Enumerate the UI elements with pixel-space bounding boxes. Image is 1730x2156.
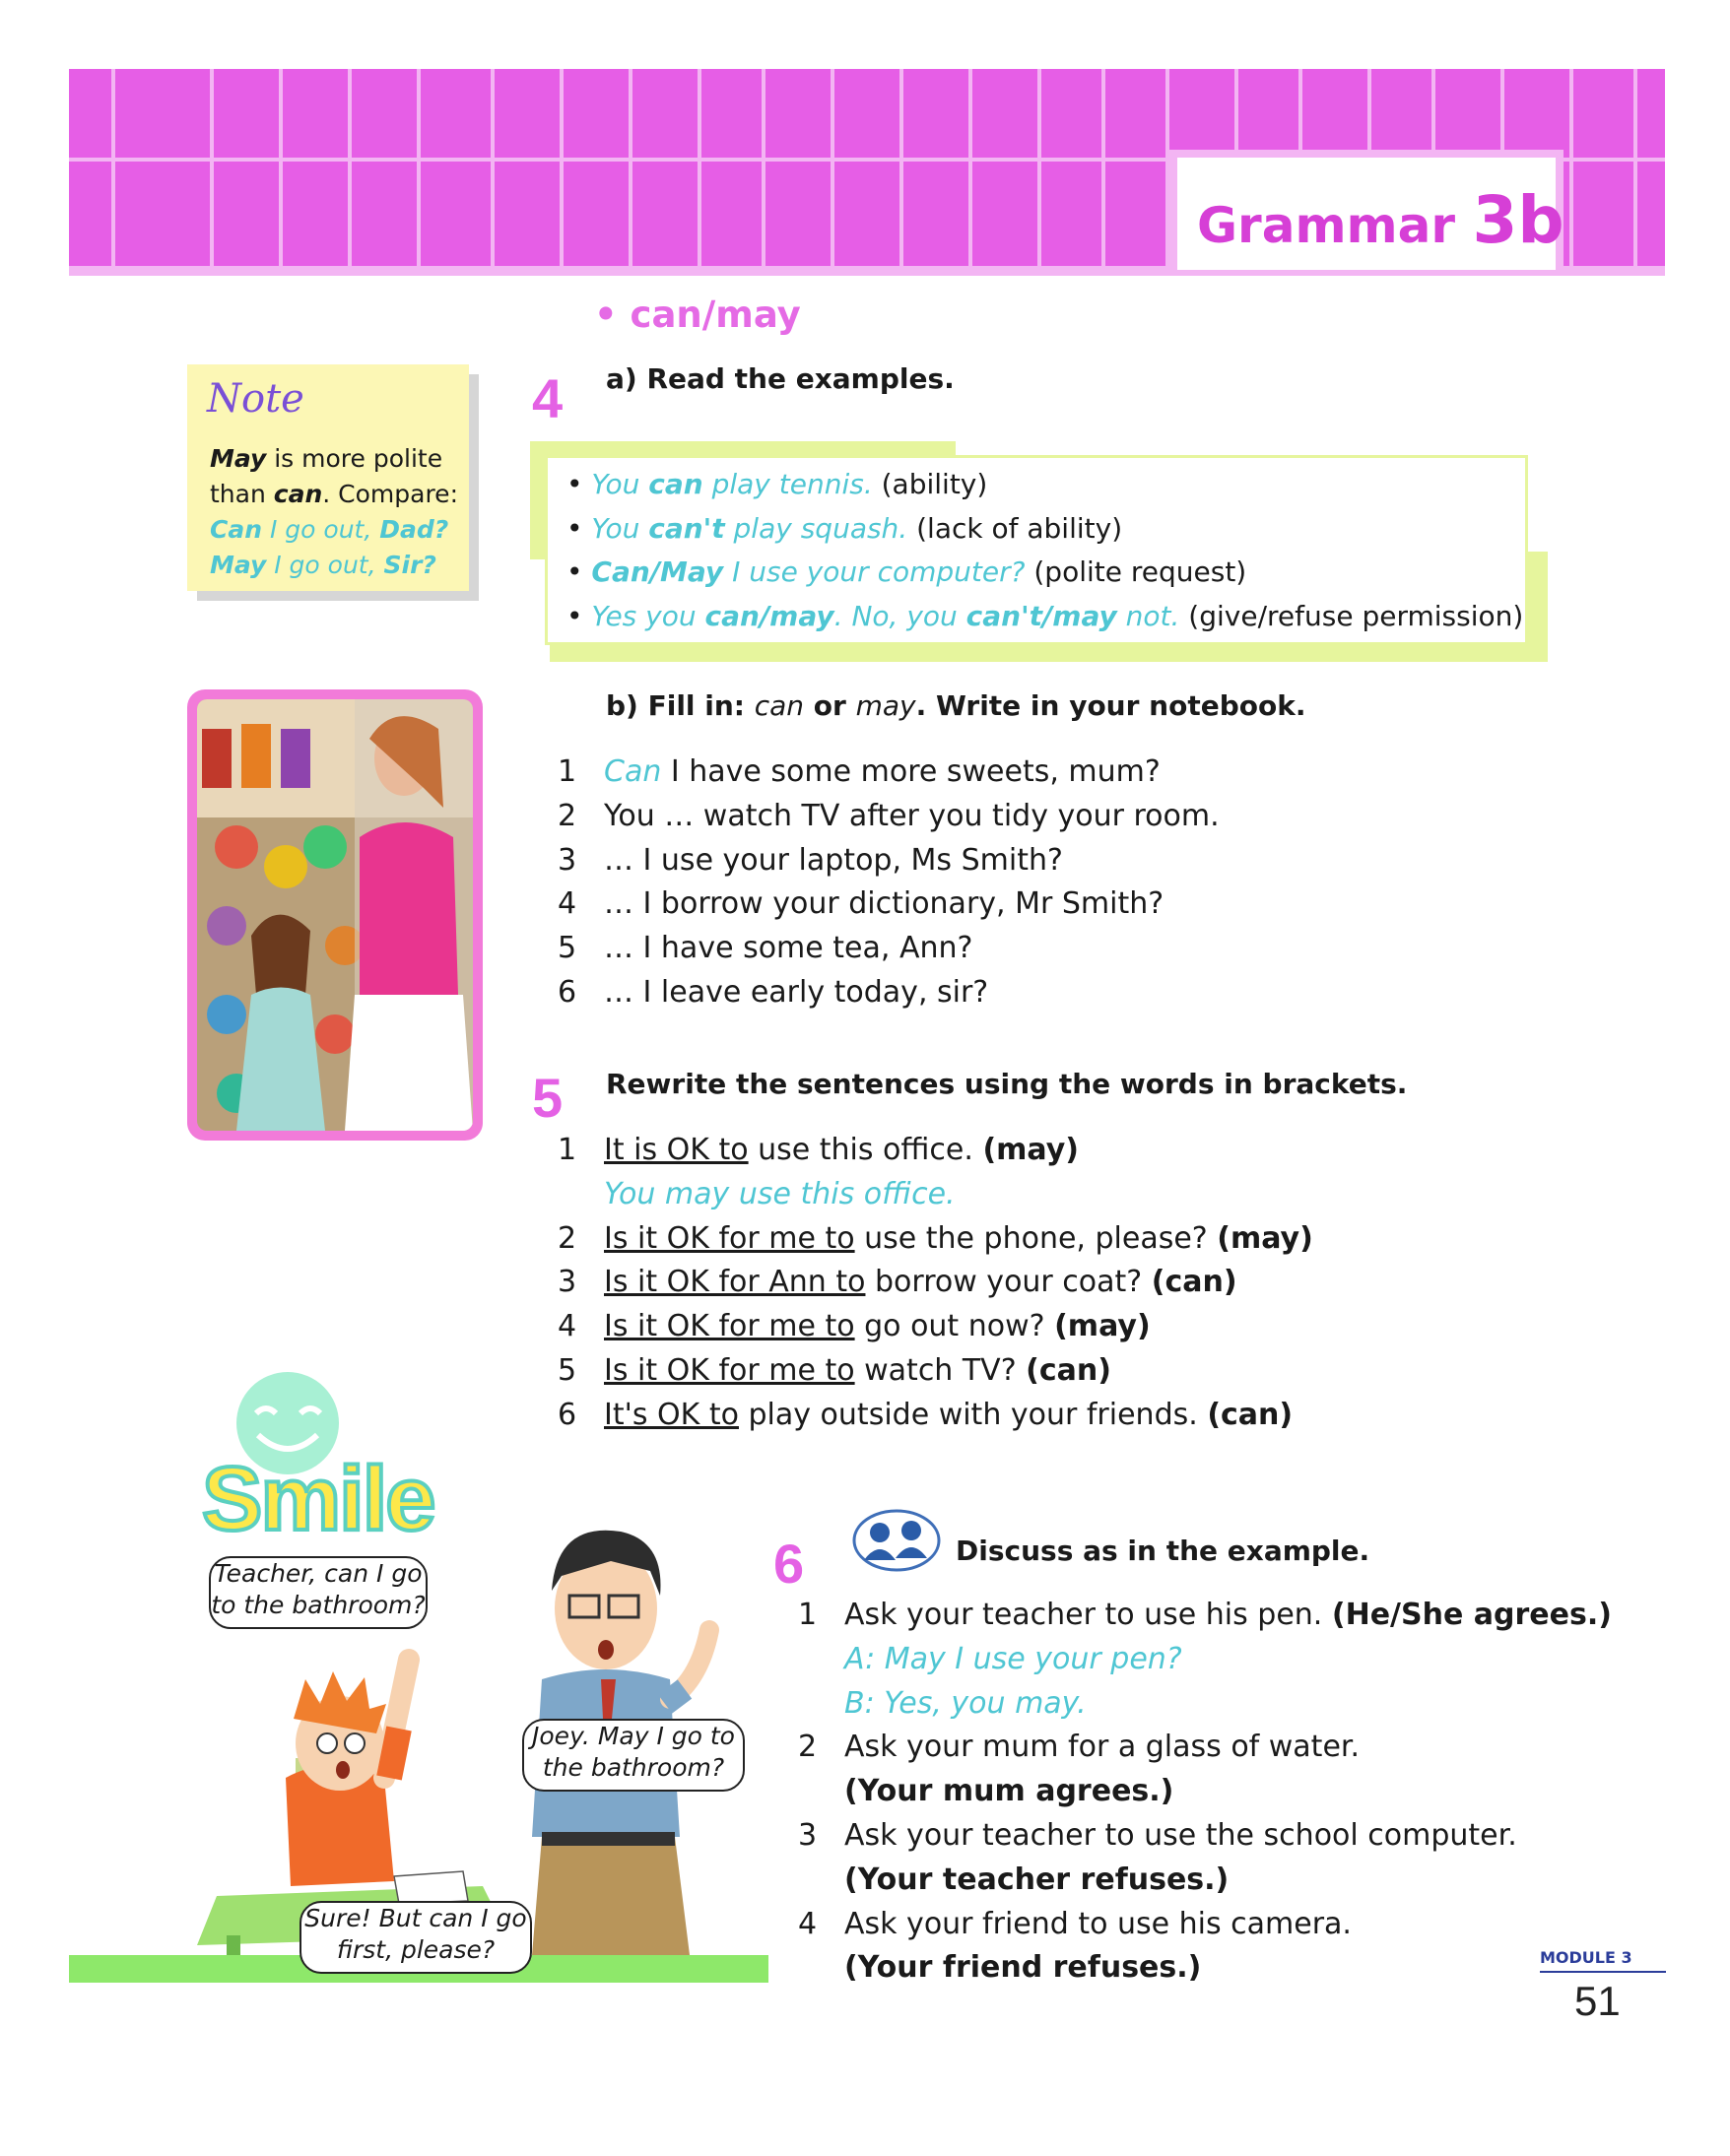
pair-work-icon: [852, 1507, 941, 1572]
list-item-answer: You may use this office.: [604, 1176, 956, 1211]
title-number: 3b: [1472, 182, 1564, 258]
exercise-6-list: [798, 1594, 1612, 1991]
list-item: 1 Can I have some more sweets, mum?: [558, 754, 1161, 789]
list-item: 2 Ask your mum for a glass of water.: [798, 1730, 1361, 1765]
example-item: • Yes you can/may. No, you can't/may not. (give/refuse permission): [566, 599, 1524, 632]
list-item: 4 Ask your friend to use his camera.: [798, 1906, 1352, 1941]
list-item: 5 … I have some tea, Ann?: [558, 931, 973, 966]
footer-divider: [1540, 1971, 1666, 1973]
speech-bubble-teacher-can-i-go: Teacher, can I go to the bathroom?: [209, 1556, 428, 1629]
dialog-line-a: A: May I use your pen?: [844, 1641, 1182, 1676]
speech-bubble-sure-but-can-i-go: Sure! But can I go first, please?: [299, 1901, 532, 1974]
example-item: • You can't play squash. (lack of ability): [566, 511, 1123, 545]
topic-heading: • can/may: [594, 294, 801, 336]
list-item: 1 It is OK to use this office. (may): [558, 1133, 1079, 1167]
examples-list: [566, 463, 1523, 638]
example-item: • Can/May I use your computer? (polite request): [566, 555, 1247, 588]
list-item: 3 Ask your teacher to use the school computer.: [798, 1817, 1517, 1853]
list-item: 4 Is it OK for me to go out now? (may): [558, 1309, 1151, 1344]
list-item: 6 … I leave early today, sir?: [558, 974, 989, 1010]
sweet-shop-photo: [197, 699, 473, 1131]
smile-logo: Smile: [202, 1449, 434, 1549]
page-title: [1197, 182, 1564, 258]
exercise-4a-instruction: a) Read the examples.: [606, 362, 955, 395]
note-title: Note: [207, 376, 304, 422]
exercise-4b-instruction: b) Fill in: can or may. Write in your notebook.: [606, 689, 1306, 722]
dialog-line-b: B: Yes, you may.: [844, 1685, 1087, 1721]
exercise-6-number: 6: [773, 1533, 805, 1595]
list-item: 2 You … watch TV after you tidy your room.: [558, 798, 1220, 833]
list-item: 3 … I use your laptop, Ms Smith?: [558, 842, 1063, 878]
speech-bubble-joey-may-i-go: Joey. May I go to the bathroom?: [522, 1719, 745, 1792]
example-item: • You can play tennis. (ability): [566, 468, 988, 500]
list-item-condition: (Your friend refuses.): [844, 1950, 1202, 1986]
list-item-condition: (Your teacher refuses.): [844, 1862, 1230, 1897]
list-item: 6 It's OK to play outside with your friends. (can): [558, 1397, 1294, 1432]
exercise-5-instruction: Rewrite the sentences using the words in brackets.: [606, 1068, 1408, 1100]
list-item: 5 Is it OK for me to watch TV? (can): [558, 1352, 1111, 1388]
exercise-5-number: 5: [532, 1067, 564, 1129]
module-label: MODULE 3: [1540, 1948, 1632, 1967]
list-item-condition: (Your mum agrees.): [844, 1774, 1174, 1809]
exercise-6-instruction: Discuss as in the example.: [956, 1535, 1370, 1567]
exercise-4b-list: [558, 751, 1220, 1015]
list-item: 4 … I borrow your dictionary, Mr Smith?: [558, 886, 1164, 922]
title-word: Grammar: [1197, 197, 1456, 254]
list-item: 1 Ask your teacher to use his pen. (He/She agrees.): [798, 1598, 1612, 1632]
exercise-4-number: 4: [532, 367, 564, 429]
smile-cartoon: [69, 1364, 768, 1985]
page-number: 51: [1574, 1978, 1621, 2024]
list-item: 3 Is it OK for Ann to borrow your coat? (can): [558, 1265, 1237, 1300]
note-body: May is more polite than can. Compare: Can I go out, Dad? May I go out, Sir?: [210, 444, 458, 579]
list-item: 2 Is it OK for me to use the phone, please? (may): [558, 1220, 1313, 1256]
